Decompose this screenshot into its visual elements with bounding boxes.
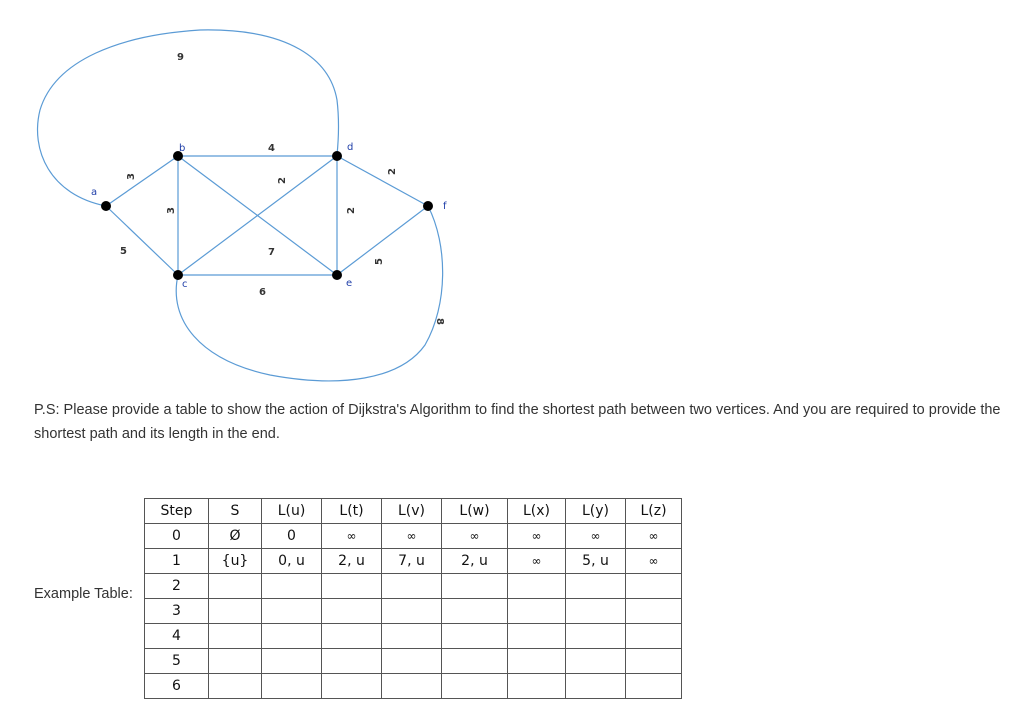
dijkstra-example-table [144,498,682,699]
table-cell: {u} [209,549,262,574]
table-cell [508,599,566,624]
table-cell [442,624,508,649]
weight-a-c: 5 [120,246,127,257]
weight-c-d: 2 [277,177,288,184]
step-number-cell: 2 [145,574,209,599]
step-number-cell: 3 [145,599,209,624]
vertex-d [332,151,342,161]
weight-c-f-arc: 8 [434,318,445,325]
table-header-cell: L(x) [508,499,566,524]
table-cell [508,674,566,699]
table-cell [322,649,382,674]
table-header-cell: L(w) [442,499,508,524]
weight-e-f: 5 [374,258,385,265]
table-cell: ∞ [626,549,682,574]
table-cell [262,674,322,699]
table-cell [382,574,442,599]
weight-d-e: 2 [346,207,357,214]
table-cell [382,599,442,624]
vertex-f [423,201,433,211]
step-number-cell: 4 [145,624,209,649]
table-cell: 5, u [566,549,626,574]
table-cell [566,624,626,649]
table-row [145,574,682,599]
table-cell [322,574,382,599]
vertex-label-a: a [91,187,98,198]
table-cell [626,599,682,624]
table-cell [508,624,566,649]
step-number-cell: 5 [145,649,209,674]
table-cell [626,574,682,599]
table-cell: ∞ [508,524,566,549]
table-row [145,549,682,574]
edge-a-c [106,206,178,275]
table-cell [626,624,682,649]
table-header-cell: L(t) [322,499,382,524]
table-cell: ∞ [322,524,382,549]
table-cell [566,599,626,624]
table-cell: ∞ [382,524,442,549]
step-number-cell: 6 [145,674,209,699]
table-cell [382,624,442,649]
table-header-cell: L(y) [566,499,626,524]
table-cell [209,649,262,674]
table-header-row [145,499,682,524]
table-cell: 2, u [442,549,508,574]
table-header-cell: S [209,499,262,524]
table-cell: ∞ [442,524,508,549]
vertex-label-f: f [443,201,447,212]
table-cell: ∞ [508,549,566,574]
weight-b-e: 7 [268,247,275,258]
table-cell [262,574,322,599]
table-cell [508,649,566,674]
vertex-label-c: c [182,279,188,290]
weight-c-e: 6 [259,287,266,298]
table-cell [442,649,508,674]
weight-a-b: 3 [126,173,137,180]
table-cell [442,574,508,599]
table-cell [209,674,262,699]
table-header-cell: Step [145,499,209,524]
table-cell [209,599,262,624]
table-cell [626,674,682,699]
weight-a-b-arc: 9 [177,52,184,63]
vertex-e [332,270,342,280]
table-cell: ∞ [566,524,626,549]
table-header-cell: L(v) [382,499,442,524]
vertex-label-b: b [179,143,186,154]
table-cell [262,599,322,624]
table-cell [566,649,626,674]
table-cell [382,649,442,674]
edge-d-f [337,156,428,206]
table-cell [322,674,382,699]
step-number-cell: 1 [145,549,209,574]
table-row [145,599,682,624]
table-cell [209,574,262,599]
table-cell [209,624,262,649]
table-cell [508,574,566,599]
weight-b-c: 3 [166,207,177,214]
edge-c-f-arc [176,206,442,381]
step-number-cell: 0 [145,524,209,549]
table-row [145,624,682,649]
vertex-label-e: e [346,278,353,289]
edge-a-b-arc [38,30,339,206]
vertex-label-d: d [347,142,354,153]
table-cell: 7, u [382,549,442,574]
table-cell [382,674,442,699]
table-cell: 2, u [322,549,382,574]
table-row [145,674,682,699]
table-cell [442,599,508,624]
table-cell [566,574,626,599]
table-cell: 0, u [262,549,322,574]
edge-a-b [106,156,178,206]
weight-d-f: 2 [387,168,398,175]
table-header-cell: L(z) [626,499,682,524]
table-header-cell: L(u) [262,499,322,524]
table-cell [442,674,508,699]
table-row [145,649,682,674]
table-cell [322,624,382,649]
instruction-text: P.S: Please provide a table to show the action of Dijkstra's Algorithm to find the shortest path between two vertices. And you are required to provide the shortest path and its length in the end. [34,402,1001,442]
table-cell: Ø [209,524,262,549]
weight-b-d: 4 [268,143,275,154]
vertex-a [101,201,111,211]
table-cell [322,599,382,624]
table-cell [262,649,322,674]
table-cell: ∞ [626,524,682,549]
table-cell [626,649,682,674]
table-cell: 0 [262,524,322,549]
table-cell [262,624,322,649]
example-table-label: Example Table: [34,586,133,602]
table-row [145,524,682,549]
table-cell [566,674,626,699]
